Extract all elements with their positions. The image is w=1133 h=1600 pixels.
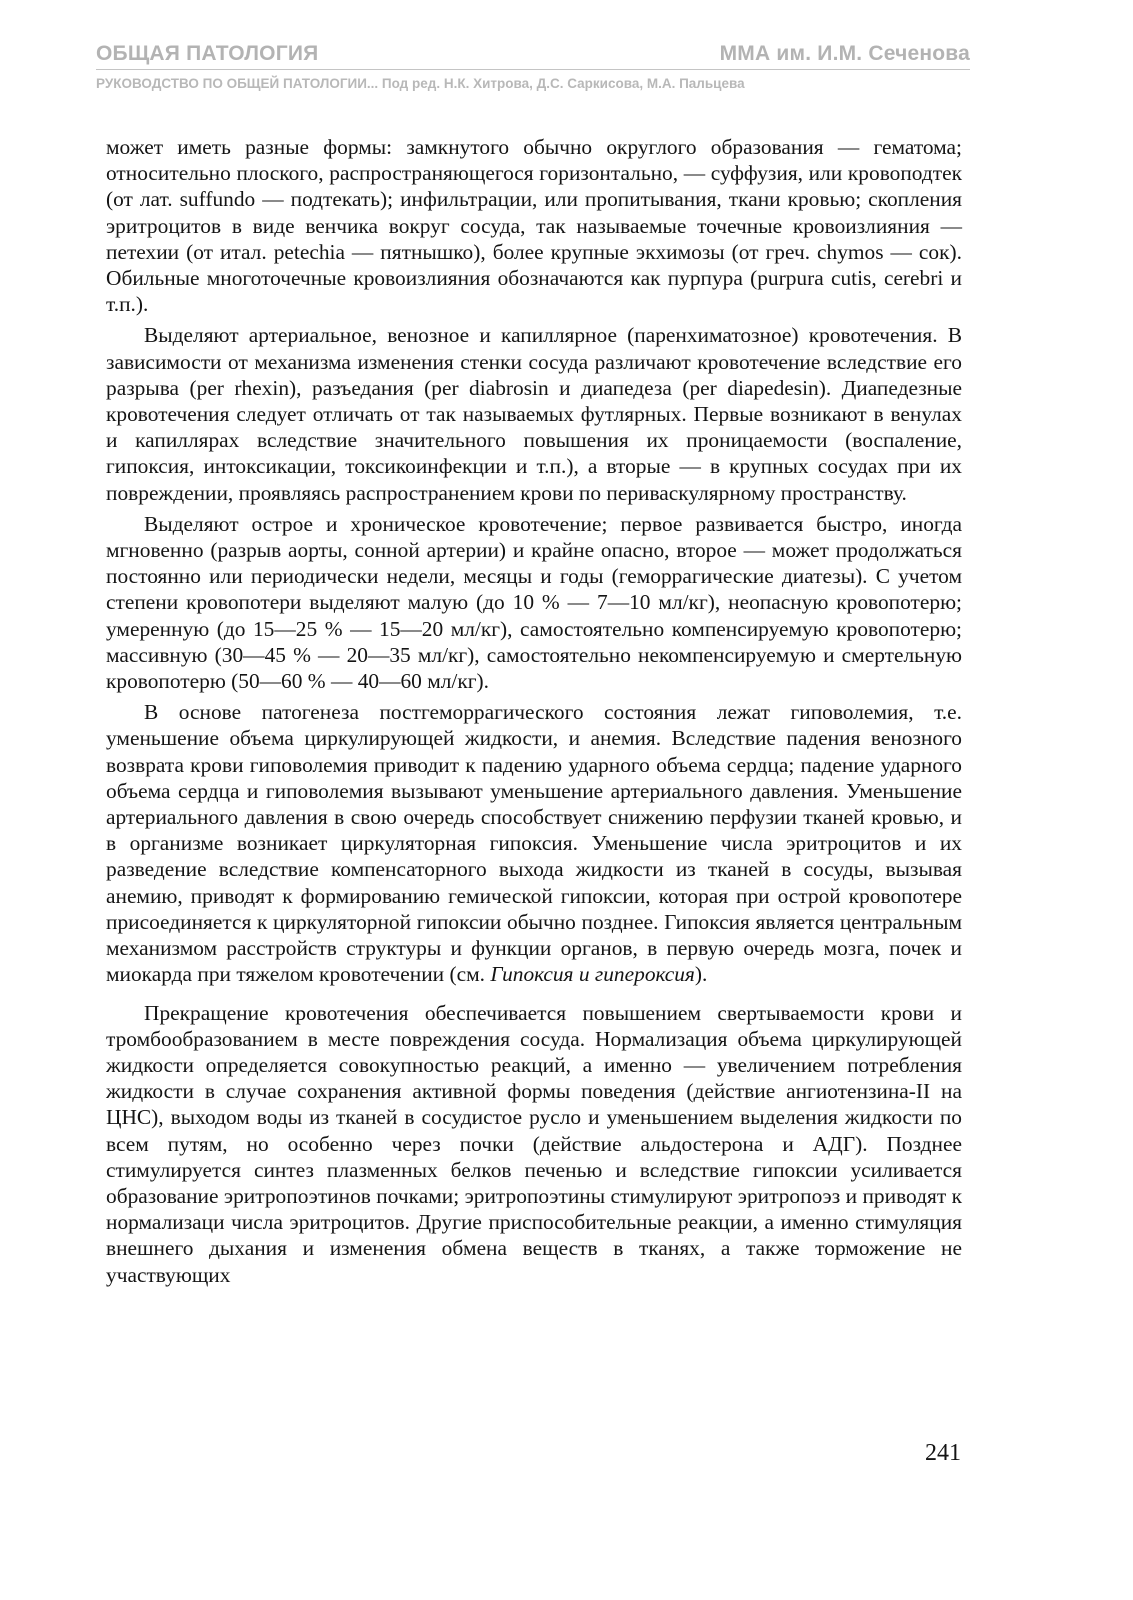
paragraph — [106, 699, 962, 987]
body-text — [106, 134, 962, 1288]
page-number: 241 — [925, 1440, 961, 1466]
paragraph: Прекращение кровотечения обеспечивается повышением свертываемости крови и тромбообразованием в месте повреждения сосуда. Нормализация объема циркулирующей жидкости определяется совокупностью реакций, а именно — увеличением потребления жидкости в случае сохранения активной формы поведения (действие ангиотензина-II на ЦНС), выходом воды из тканей в сосудистое русло и уменьшением выделения жидкости по всем путям, но особенно через почки (действие альдостерона и АДГ). Позднее стимулируется синтез плазменных белков печенью и вследствие гипоксии усиливается образование эритропоэтинов почками; эритропоэтины стимулируют эритропоэз и приводят к нормализаци числа эритроцитов. Другие приспособительные реакции, а именно стимуляция внешнего дыхания и изменения обмена веществ в тканях, а также торможение не участвующих — [106, 1000, 962, 1287]
paragraph: Выделяют артериальное, венозное и капиллярное (паренхиматозное) кровотечения. В зависимости от механизма изменения стенки сосуда различают кровотечение вследствие его разрыва (per rhexin), разъедания (per diabrosin и диапедеза (per diapedesin). Диапедезные кровотечения следует отличать от так называемых футлярных. Первые возникают в венулах и капиллярах вследствие значительного повышения их проницаемости (воспаление, гипоксия, интоксикации, токсикоинфекции и т.п.), а вторые — в крупных сосудах при их повреждении, проявляясь распространением крови по периваскулярному пространству. — [106, 323, 962, 505]
running-header — [96, 42, 970, 91]
publisher-name: ММА им. И.М. Сеченова — [719, 42, 970, 65]
header-row — [96, 42, 970, 66]
book-title: ОБЩАЯ ПАТОЛОГИЯ — [96, 42, 319, 65]
cross-reference-close: ). — [694, 962, 708, 987]
header-subtitle: РУКОВОДСТВО ПО ОБЩЕЙ ПАТОЛОГИИ... Под ред. Н.К. Хитрова, Д.С. Саркисова, М.А. Пальцева — [96, 76, 745, 91]
header-divider — [96, 69, 970, 70]
cross-reference: Гипоксия и гипероксия — [490, 962, 695, 987]
paragraph-text: В основе патогенеза постгеморрагического состояния лежат гиповолемия, т.е. уменьшение объема циркулирующей жидкости, и анемия. Вследствие падения венозного возврата крови гиповолемия приводит к падению ударного объема сердца; падение ударного объема сердца и гиповолемия вызывают уменьшение артериального давления. Уменьшение артериального давления в свою очередь способствует снижению перфузии тканей кровью, и в организме возникает циркуляторная гипоксия. Уменьшение числа эритроцитов и их разведение вследствие компенсаторного выхода жидкости из тканей в сосуды, вызывая анемию, приводят к формированию гемической гипоксии, которая при острой кровопотере присоединяется к циркуляторной гипоксии обычно позднее. Гипоксия является центральным механизмом расстройств структуры и функции органов, в первую очередь мозга, почек и миокарда при тяжелом кровотечении (см. — [106, 700, 962, 987]
paragraph: может иметь разные формы: замкнутого обычно округлого образования — гематома; относительно плоского, распространяющегося горизонтально, — суффузия, или кровоподтек (от лат. suffundo — подтекать); инфильтрации, или пропитывания, ткани кровью; скопления эритроцитов в виде венчика вокруг сосуда, так называемые точечные кровоизлияния — петехии (от итал. petechia — пятнышко), более крупные экхимозы (от греч. chymos — сок). Обильные многоточечные кровоизлияния обозначаются как пурпура (purpura cutis, cerebri и т.п.). — [106, 135, 962, 317]
paragraph: Выделяют острое и хроническое кровотечение; первое развивается быстро, иногда мгновенно (разрыв аорты, сонной артерии) и крайне опасно, второе — может продолжаться постоянно или периодически недели, месяцы и годы (геморрагические диатезы). С учетом степени кровопотери выделяют малую (до 10 % — 7—10 мл/кг), неопасную кровопотерю; умеренную (до 15—25 % — 15—20 мл/кг), самостоятельно компенсируемую кровопотерю; массивную (30—45 % — 20—35 мл/кг), самостоятельно некомпенсируемую и смертельную кровопотерю (50—60 % — 40—60 мл/кг). — [106, 511, 962, 694]
